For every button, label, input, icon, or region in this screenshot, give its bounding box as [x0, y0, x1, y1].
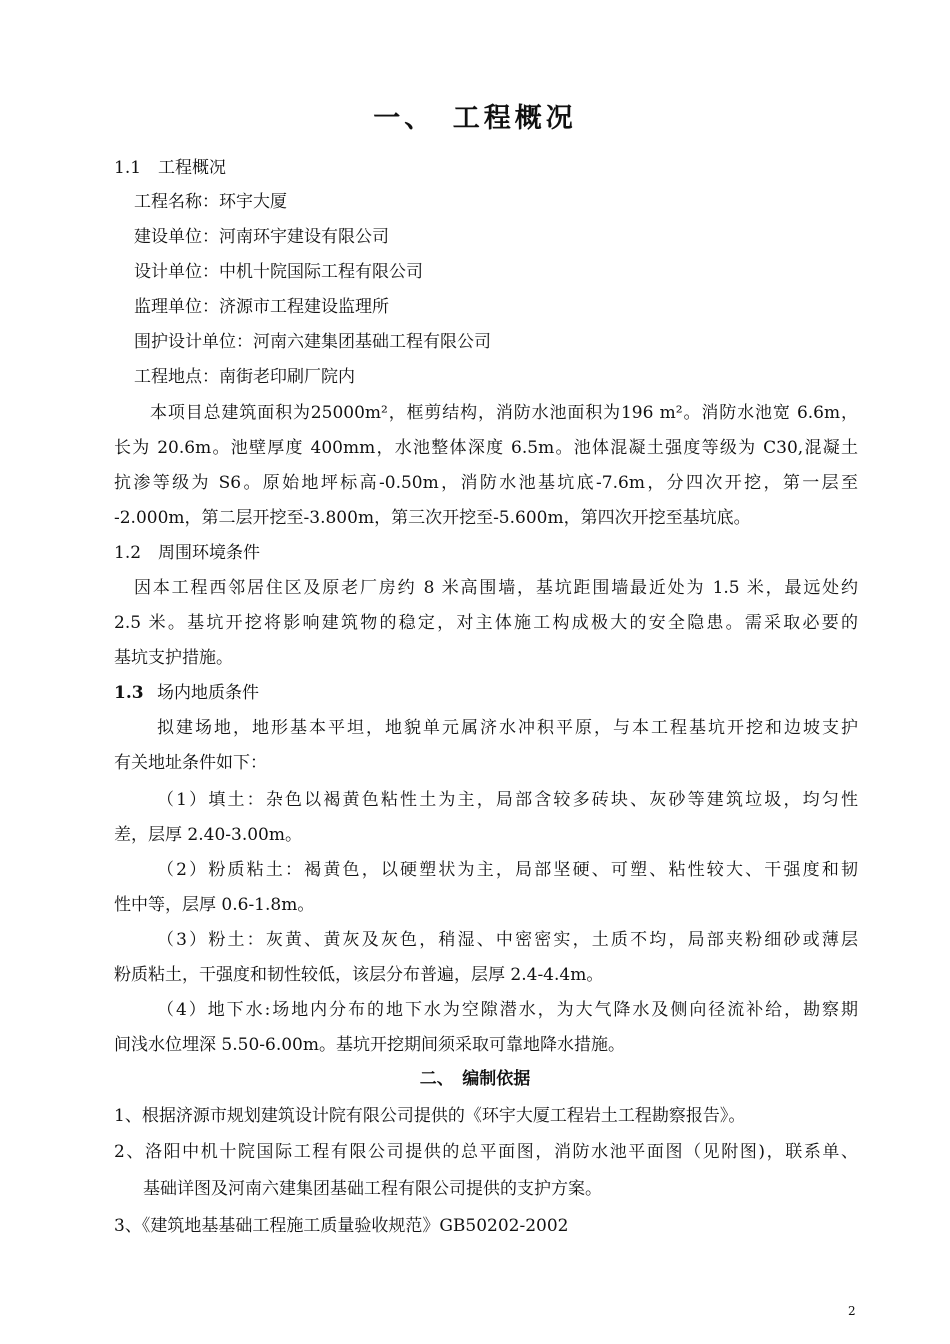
- reference-item: 2、洛阳中机十院国际工程有限公司提供的总平面图，消防水池平面图（见附图)，联系单、: [114, 1142, 858, 1162]
- reference-item: 3、《建筑地基基础工程施工质量验收规范》GB50202-2002: [114, 1216, 569, 1236]
- section-heading-1-1: 1.1 工程概况: [114, 158, 227, 178]
- geology-paragraph-line: 拟建场地，地形基本平坦，地貌单元属济水冲积平原，与本工程基坑开挖和边坡支护: [157, 718, 858, 738]
- design-unit: 设计单位：中机十院国际工程有限公司: [134, 262, 423, 282]
- environment-paragraph-line: 2.5 米。基坑开挖将影响建筑物的稳定，对主体施工构成极大的安全隐患。需采取必要的: [114, 613, 858, 633]
- reference-item: 1、根据济源市规划建筑设计院有限公司提供的《环宇大厦工程岩土工程勘察报告》。: [114, 1106, 746, 1126]
- overview-paragraph-line: -2.000m，第二层开挖至-3.800m，第三次开挖至-5.600m，第四次开挖至基坑底。: [114, 508, 751, 528]
- section-heading-1-3: 场内地质条件: [157, 683, 259, 703]
- geology-paragraph-line: 有关地址条件如下：: [114, 753, 267, 773]
- construction-unit: 建设单位：河南环宇建设有限公司: [134, 227, 389, 247]
- project-location: 工程地点：南街老印刷厂院内: [134, 367, 355, 387]
- page-number: 2: [848, 1304, 856, 1318]
- groundwater: 间浅水位埋深 5.50-6.00m。基坑开挖期间须采取可靠地降水措施。: [114, 1035, 625, 1055]
- reference-item: 基础详图及河南六建集团基础工程有限公司提供的支护方案。: [143, 1179, 602, 1199]
- environment-paragraph-line: 因本工程西邻居住区及原老厂房约 8 米高围墙，基坑距围墙最近处为 1.5 米，最远处约: [134, 578, 858, 598]
- enclosure-design-unit: 围护设计单位：河南六建集团基础工程有限公司: [134, 332, 491, 352]
- section-heading-1-2: 1.2 周围环境条件: [114, 543, 261, 563]
- groundwater: （4）地下水:场地内分布的地下水为空隙潜水，为大气降水及侧向径流补给，勘察期: [157, 1000, 858, 1020]
- soil-layer-silty-clay: （2）粉质粘土：褐黄色，以硬塑状为主，局部坚硬、可塑、粘性较大、干强度和韧: [157, 860, 858, 880]
- overview-paragraph-line: 长为 20.6m。池壁厚度 400mm，水池整体深度 6.5m。池体混凝土强度等级为 C30,混凝土: [114, 438, 858, 458]
- soil-layer-fill: 差，层厚 2.40-3.00m。: [114, 825, 302, 845]
- overview-paragraph-line: 本项目总建筑面积为25000m²，框剪结构，消防水池面积为196 m²。消防水池宽 6.6m，: [150, 403, 858, 423]
- soil-layer-silt: （3）粉土：灰黄、黄灰及灰色，稍湿、中密密实，土质不均，局部夹粉细砂或薄层: [157, 930, 858, 950]
- chapter-title: 一、 工程概况: [373, 103, 577, 134]
- supervision-unit: 监理单位：济源市工程建设监理所: [134, 297, 389, 317]
- soil-layer-silt: 粉质粘土，干强度和韧性较低，该层分布普遍，层厚 2.4-4.4m。: [114, 965, 604, 985]
- project-name: 工程名称：环宇大厦: [134, 192, 287, 212]
- overview-paragraph-line: 抗渗等级为 S6。原始地坪标高-0.50m，消防水池基坑底-7.6m，分四次开挖，第一层至: [114, 473, 858, 493]
- environment-paragraph-line: 基坑支护措施。: [114, 648, 233, 668]
- section-number-1-3: 1.3: [114, 683, 144, 703]
- chapter-heading-basis: 二、 编制依据: [419, 1069, 531, 1089]
- soil-layer-fill: （1）填土：杂色以褐黄色粘性土为主，局部含较多砖块、灰砂等建筑垃圾，均匀性: [157, 790, 858, 810]
- soil-layer-silty-clay: 性中等，层厚 0.6-1.8m。: [114, 895, 315, 915]
